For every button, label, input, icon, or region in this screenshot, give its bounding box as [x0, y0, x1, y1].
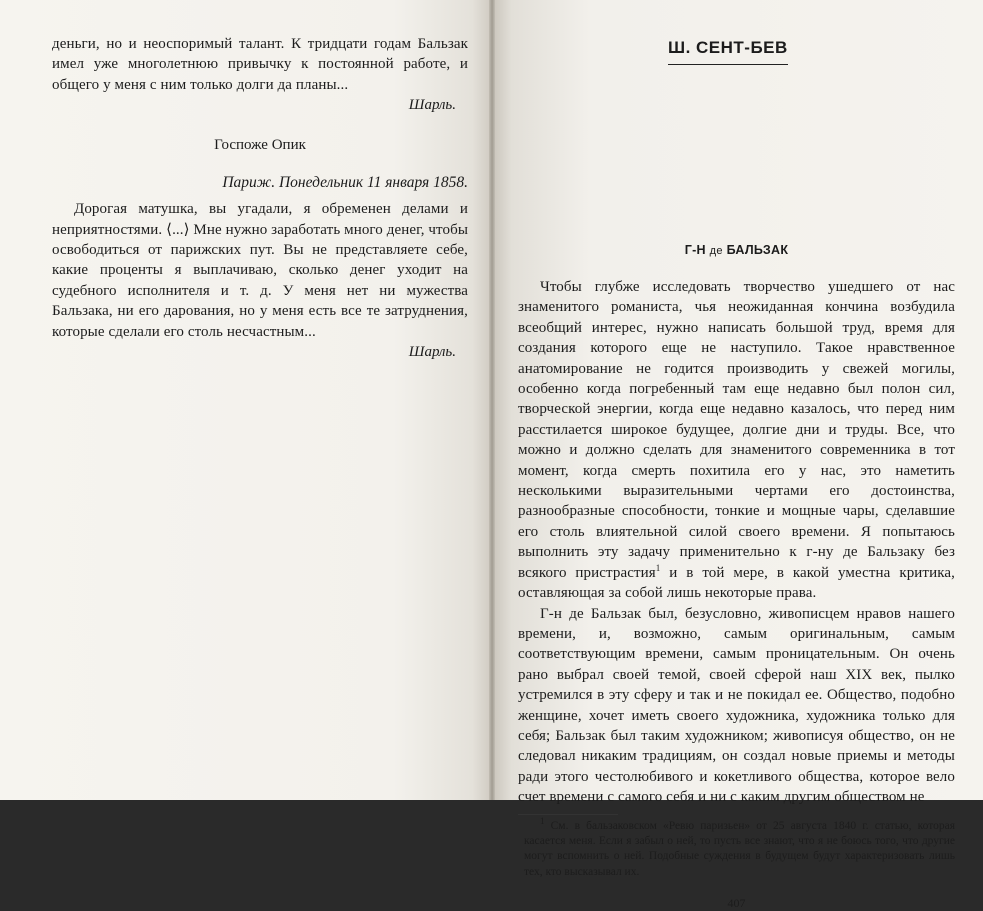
footnote-divider — [518, 814, 618, 815]
letter-dateline: Париж. Понедельник 11 января 1858. — [222, 174, 468, 192]
chapter-heading-name: БАЛЬЗАК — [726, 243, 789, 257]
footnote-number: 1 — [540, 815, 545, 826]
chapter-heading-particle: де — [709, 245, 723, 257]
essay-paragraph-1-part-b: и в той мере, в какой уместна критика, оставляющая за собой лишь некоторые права. — [518, 564, 955, 602]
right-page — [492, 0, 983, 911]
chapter-heading — [518, 243, 955, 257]
essay-paragraph-2: Г-н де Бальзак был, безусловно, живописцем нравов нашего времени, и, возможно, самым оригинальным, самым соответствующим времени, самым проницательным. Он очень рано выбрал своей темой, своей сферой наш XIX век, пылко устремился в эту сферу и так и не покидал ее. Общество, подобно женщине, хочет иметь своего художника, художника только для себя; Бальзак был таким художником; живописуя общество, он не следовал никаким традициям, он создал новые приемы и методы ради этого честолюбивого и кокетливого общества, которое вело счет времени с самого себя и ни с каким другим обществом не — [518, 605, 955, 806]
author-heading: Ш. СЕНТ-БЕВ — [668, 38, 788, 65]
signature-first: Шарль. — [408, 97, 456, 114]
essay-paragraph-1 — [518, 277, 955, 604]
footnote-text: См. в бальзаковском «Ревю паризьен» от 25 августа 1840 г. статью, которая касается меня. Если я забыл о ней, то пусть все знают, что я не боюсь того, что другие могут вспомнить о ней. Подобные суждения в будущем будут характеризовать лишь тех, кто высказывал их. — [524, 819, 955, 878]
page-number: 407 — [727, 896, 746, 911]
left-page — [0, 0, 492, 800]
letter-body: Дорогая матушка, вы угадали, я обременен делами и неприятностями. ⟨...⟩ Мне нужно заработать много денег, чтобы освободиться от парижских пут. Вы не представляете себе, какие проценты я выплачиваю, сколько денег уходит на судебного исполнителя и т. д. У меня нет ни мужества Бальзака, ни его дарования, но у меня есть все те затруднения, которые сделали его столь несчастным... — [52, 201, 468, 340]
essay-paragraph-1-part-a: Чтобы глубже исследовать творчество ушедшего от нас знаменитого романиста, чья неожиданная кончина возбудила всеобщий интерес, нужно написать большой труд, время для создания которого еще не наступило. Такое нравственное анатомирование не годится производить у свежей могилы, особенно когда погребенный там еще недавно был полон сил, творческой энергии, когда еще недавно казалось, что перед ним расстилается широкое будущее, долгие дни и труды. Все, что можно и должно сделать для знаменитого современника в тот момент, когда смерть похитила его у нас, это наметить несколькими выразительными чертами его достоинства, разнообразные способности, тонкие и мощные чары, сделавшие его столь влиятельной силой своего времени. Я попытаюсь выполнить эту задачу применительно к г-ну де Бальзаку без всякого пристрастия — [518, 279, 955, 581]
chapter-heading-prefix: Г-Н — [684, 243, 706, 257]
footnote-reference: 1 — [655, 562, 661, 573]
letter-heading: Госпоже Опик — [214, 137, 306, 154]
continued-paragraph: деньги, но и неоспоримый талант. К тридцати годам Бальзак имел уже многолетнюю привычку к постоянной работе, и общего у меня с ним только долги да планы... — [52, 36, 468, 93]
signature-second: Шарль. — [408, 344, 456, 361]
book-gutter — [489, 0, 495, 800]
footnote — [518, 815, 955, 881]
